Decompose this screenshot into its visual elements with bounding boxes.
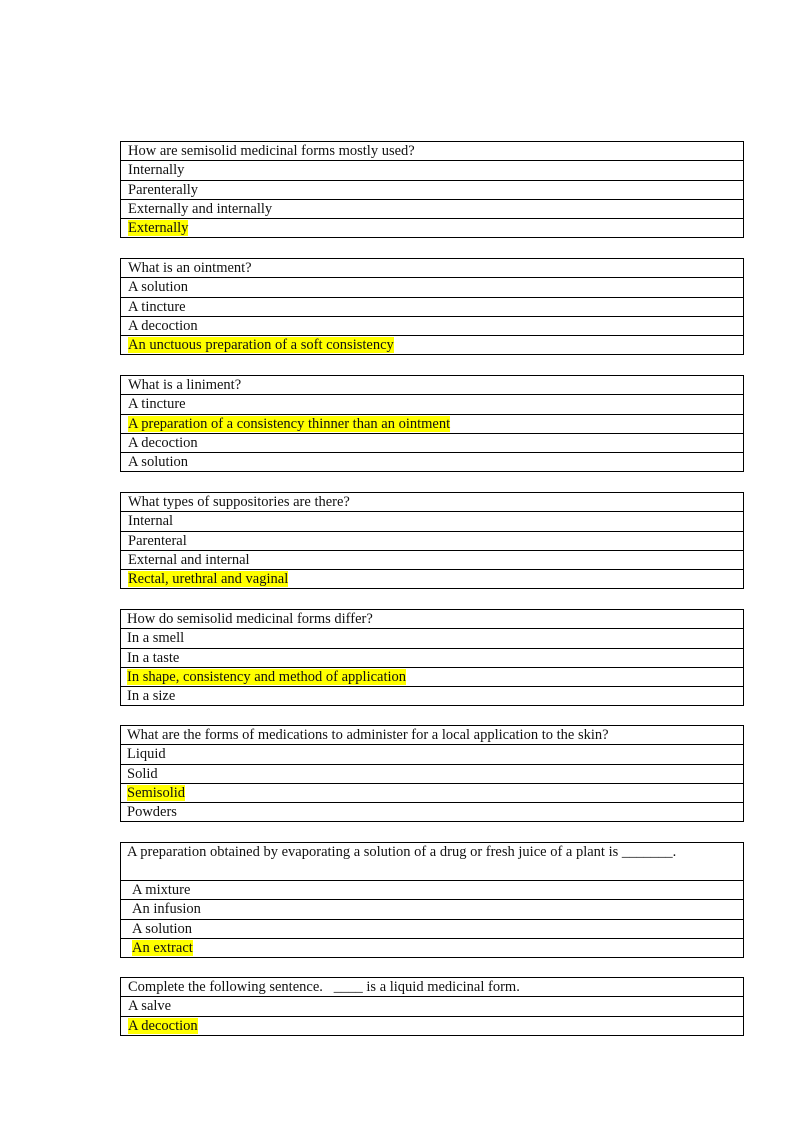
question-text: How are semisolid medicinal forms mostly used? — [121, 142, 744, 161]
option-text: In a taste — [127, 649, 180, 666]
question-table — [120, 725, 744, 822]
option-text: Internal — [128, 513, 174, 530]
option-text: A decoction — [128, 435, 198, 452]
answer-option-correct — [121, 1016, 744, 1035]
answer-option — [121, 648, 744, 667]
question-table — [120, 842, 744, 958]
option-text: Powders — [127, 804, 177, 821]
question-text: What is an ointment? — [121, 259, 744, 278]
highlighted-answer: Externally — [128, 220, 189, 237]
answer-option — [121, 297, 744, 316]
question-text: What are the forms of medications to administer for a local application to the skin? — [121, 726, 744, 745]
option-text: Solid — [127, 765, 158, 782]
answer-option — [121, 997, 744, 1016]
option-text: An infusion — [132, 901, 201, 918]
option-text: A decoction — [128, 318, 198, 335]
option-text: A solution — [128, 279, 189, 296]
answer-option-correct — [121, 219, 744, 238]
highlighted-answer: A preparation of a consistency thinner than an ointment — [128, 415, 451, 432]
answer-option — [121, 764, 744, 783]
highlighted-answer: An unctuous preparation of a soft consistency — [128, 337, 394, 354]
answer-option — [121, 316, 744, 335]
answer-option — [121, 745, 744, 764]
highlighted-answer: Rectal, urethral and vaginal — [128, 571, 289, 588]
answer-option — [121, 900, 744, 919]
option-text: In a size — [127, 688, 176, 705]
highlighted-answer: An extract — [132, 940, 193, 957]
answer-option-correct — [121, 336, 744, 355]
answer-option — [121, 453, 744, 472]
answer-option — [121, 433, 744, 452]
option-text: A solution — [128, 454, 189, 471]
answer-option-correct — [121, 667, 744, 686]
question-table — [120, 492, 744, 589]
option-text: A salve — [128, 998, 172, 1015]
question-table — [120, 609, 744, 706]
question-table — [120, 258, 744, 355]
answer-option-correct — [121, 938, 744, 957]
answer-option — [121, 180, 744, 199]
question-text: What types of suppositories are there? — [121, 493, 744, 512]
option-text: In a smell — [127, 630, 185, 647]
option-text: Externally and internally — [128, 201, 273, 218]
answer-option — [121, 687, 744, 706]
question-text: Complete the following sentence. ____ is a liquid medicinal form. — [121, 978, 744, 997]
answer-option-correct — [121, 783, 744, 802]
option-text: Internally — [128, 162, 185, 179]
question-text: A preparation obtained by evaporating a solution of a drug or fresh juice of a plant is _______. — [121, 843, 744, 881]
answer-option-correct — [121, 414, 744, 433]
answer-option — [121, 278, 744, 297]
answer-option — [121, 881, 744, 900]
option-text: A mixture — [132, 882, 191, 899]
highlighted-answer: A decoction — [128, 1017, 198, 1034]
option-text: External and internal — [128, 552, 250, 569]
option-text: A tincture — [128, 396, 186, 413]
option-text: Liquid — [127, 746, 166, 763]
highlighted-answer: In shape, consistency and method of application — [127, 669, 407, 686]
option-text: Parenterally — [128, 181, 199, 198]
answer-option — [121, 395, 744, 414]
answer-option — [121, 161, 744, 180]
answer-option — [121, 512, 744, 531]
option-text: A solution — [132, 920, 193, 937]
answer-option — [121, 550, 744, 569]
answer-option — [121, 629, 744, 648]
answer-option — [121, 919, 744, 938]
option-text: Parenteral — [128, 532, 187, 549]
question-table — [120, 977, 744, 1036]
highlighted-answer: Semisolid — [127, 785, 186, 802]
answer-option — [121, 531, 744, 550]
question-text: How do semisolid medicinal forms differ? — [121, 610, 744, 629]
answer-option-correct — [121, 570, 744, 589]
answer-option — [121, 199, 744, 218]
question-table — [120, 375, 744, 472]
answer-option — [121, 803, 744, 822]
question-table — [120, 141, 744, 238]
option-text: A tincture — [128, 298, 186, 315]
question-text: What is a liniment? — [121, 376, 744, 395]
